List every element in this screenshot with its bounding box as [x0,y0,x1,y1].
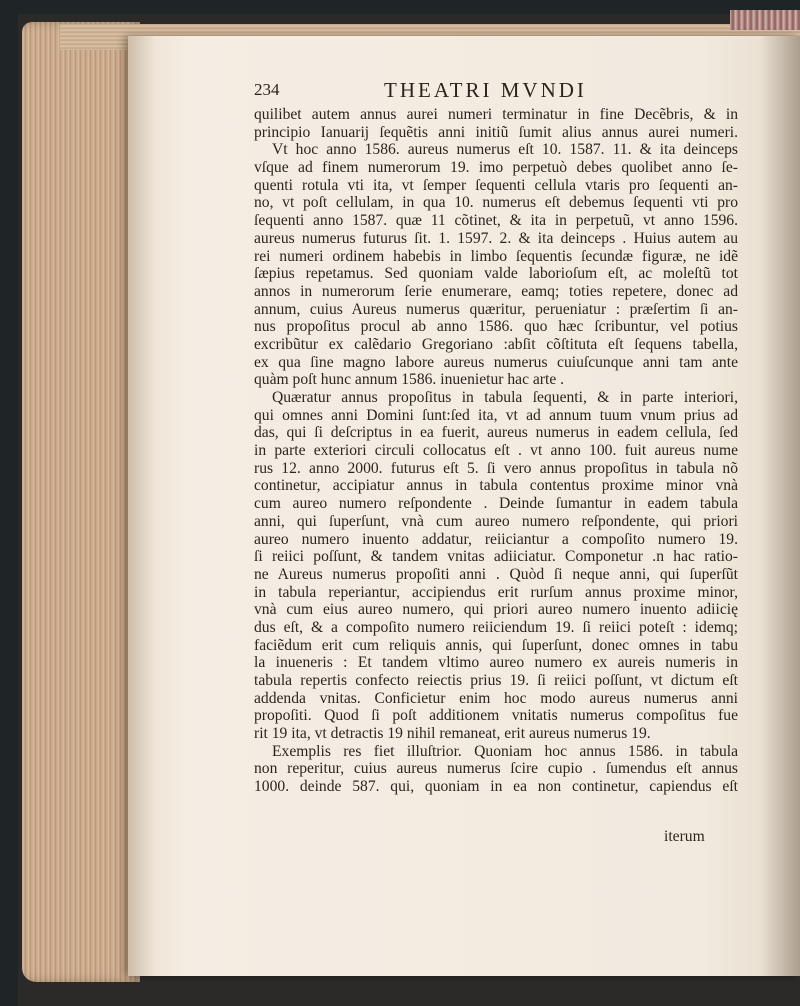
page-edges [22,22,140,982]
text-line: qui omnes anni Domini ſunt:ſed ita, vt ad annum tuum vnum prius ad [254,406,738,424]
text-line: ſæpius repetamus. Sed quoniam valde laborioſum eſt, ac moleſtũ tot [254,265,738,283]
text-line: das, qui ſi deſcriptus in ea fuerit, aureus numerus in eadem cellula, ſed [254,424,738,442]
text-line: ex qua ſine magno labore aureus numerus cuiuſcunque anni tam ante [254,353,738,371]
text-line: quàm poſt hunc annum 1586. inuenietur hac arte . [254,371,565,389]
text-line: 1000. deinde 587. qui, quoniam in ea non continetur, capiendus eſt [254,778,738,796]
text-line: annum, cuius Aureus numerus quæritur, perueniatur : præſertim ſi an- [254,300,738,318]
text-line: continetur, accipiatur annus in tabula contentus proxime minor vnà [254,477,738,495]
text-line: in tabula reperiantur, accipiendus erit rurſum annus proxime minor, [254,583,738,601]
text-line: quenti rotula vti ita, vt ſemper ſequenti cellula vtaris pro ſequenti an- [254,176,738,194]
page-body-text [254,106,738,796]
text-line: anni, qui ſuperſunt, vnà cum aureo numero reſpondente, qui priori [254,512,738,530]
text-line: excribũtur ex calẽdario Gregoriano :abſit cõſtituta eſt ſequens tabella, [254,335,738,353]
text-line: dus eſt, & a compoſito numero reiiciendum 19. ſi reiici poteſt : idemq; [254,618,738,636]
text-line: aureus numerus futurus ſit. 1. 1597. 2. & ita deinceps . Huius autem au [254,229,738,247]
text-line: faciẽdum erit cum reliquis annis, qui ſuperſunt, donec omnes in tabu [254,636,738,654]
text-line: rei numeri ordinem habebis in limbo ſequentis ſecundæ figuræ, ne idẽ [254,247,738,265]
text-line: principio Ianuarij ſequẽtis anni initiũ ſumit alius annus aurei numeri. [254,123,738,141]
text-line: non reperitur, cuius aureus numerus ſcire cupio . ſumendus eſt annus [254,760,738,778]
running-title: THEATRI MVNDI [384,78,587,102]
catchword: iterum [664,828,705,845]
text-line: vſque ad finem numerorum 19. imo perpetuò debes quolibet anno ſe- [254,159,738,177]
text-line: cum aureo numero reſpondente . Deinde ſumantur in eadem tabula [254,495,738,513]
text-line: aureo numero inuento addatur, reiiciantur a compoſito numero 19. [254,530,738,548]
text-line: in parte exteriori circuli collocatus eſt . vt anno 100. fuit aureus nume [254,442,738,460]
text-line: la inueneris : Et tandem vltimo aureo numero ex aureis numeris in [254,654,738,672]
text-line: rus 12. anno 2000. futurus eſt 5. ſi vero annus propoſitus in tabula nõ [254,459,738,477]
page-number: 234 [254,80,280,99]
text-line: Quæratur annus propoſitus in tabula ſequenti, & in parte interiori, [272,389,738,406]
text-line: ſequenti anno 1587. quæ 11 cõtinet, & ita in perpetuũ, vt anno 1596. [254,212,738,230]
text-line: annos in numerorum ſerie enumerare, eamq; toties repetere, donec ad [254,282,738,300]
text-line: vnà cum eius aureo numero, qui priori aureo numero inuento adiicię [254,601,738,619]
text-line: tabula repertis confecto reiectis prius 19. ſi reiici poſſunt, vt dictum eſt [254,672,738,689]
text-line: ne Aureus numerus propoſiti anni . Quòd ſi neque anni, qui ſuperſũt [254,565,738,583]
text-line: no, vt poſt cellulam, in qua 10. numerus eſt debemus ſequenti vti pro [254,194,738,212]
text-line: nus propoſitus procul ab anno 1586. quo hæc ſcribuntur, vel potius [254,318,738,336]
text-line: addenda vnitas. Conficietur enim hoc modo aureus numerus anni [254,689,738,707]
text-line: rit 19 ita, vt detractis 19 nihil remaneat, erit aureus numerus 19. [254,725,651,743]
text-line: propoſiti. Quod ſi poſt additionem vnitatis numerus compoſitus fue [254,707,738,725]
bookmark-ribbon [730,10,800,30]
text-line: Vt hoc anno 1586. aureus numerus eſt 10. 1587. 11. & ita deinceps [272,141,738,159]
text-line: Exemplis res fiet illuſtrior. Quoniam hoc annus 1586. in tabula [272,742,738,760]
text-line: ſi reiici poſſunt, & tandem vnitas adiiciatur. Componetur .n hac ratio- [254,548,738,566]
text-line: quilibet autem annus aurei numeri terminatur in fine Decẽbris, & in [254,106,738,123]
page-header [254,80,738,108]
